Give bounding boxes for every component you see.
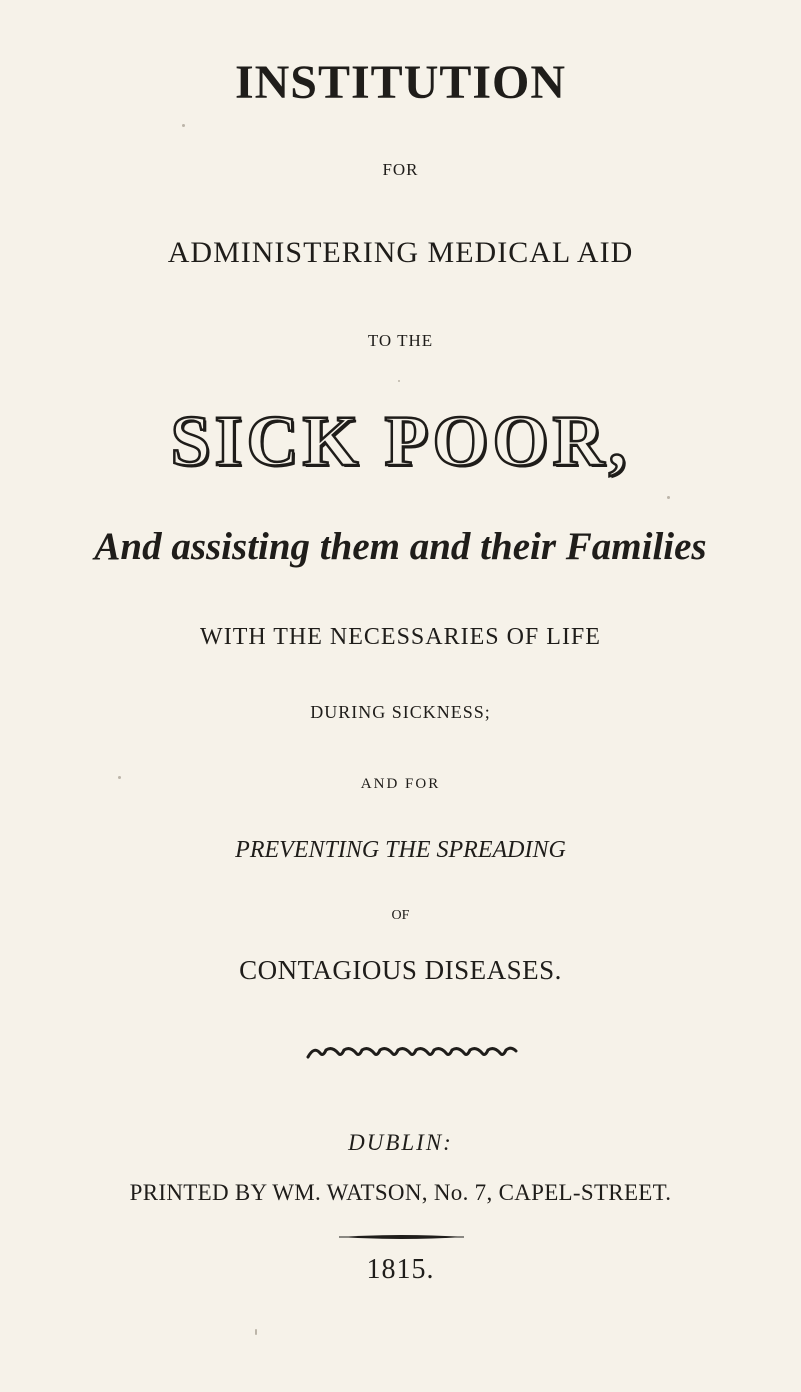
imprint-printer: PRINTED BY WM. WATSON, No. 7, CAPEL-STREET. <box>129 1180 672 1205</box>
paper-speck <box>398 380 400 382</box>
title-institution: INSTITUTION <box>234 56 567 109</box>
paper-speck <box>255 1329 257 1335</box>
paper-speck <box>667 496 670 499</box>
paper-speck <box>182 124 185 127</box>
subtitle-necessaries-of-life: WITH THE NECESSARIES OF LIFE <box>200 624 601 650</box>
paper-speck <box>118 776 121 779</box>
subtitle-of: OF <box>391 908 410 923</box>
title-to-the: TO THE <box>367 331 434 350</box>
title-sick-poor: SICK POOR, <box>170 401 631 481</box>
title-administering-medical-aid: ADMINISTERING MEDICAL AID <box>167 236 634 269</box>
subtitle-assisting-families: And assisting them and their Families <box>94 525 707 568</box>
imprint-year: 1815. <box>366 1254 435 1285</box>
subtitle-contagious-diseases: CONTAGIOUS DISEASES. <box>239 955 562 985</box>
subtitle-and-for: AND FOR <box>360 776 441 792</box>
subtitle-preventing-spreading: PREVENTING THE SPREADING <box>235 837 566 863</box>
wavy-ornament-rule-icon <box>306 1042 518 1064</box>
title-for: FOR <box>382 160 419 179</box>
subtitle-during-sickness: DURING SICKNESS; <box>310 702 491 722</box>
swelled-rule-icon <box>339 1234 464 1240</box>
imprint-place: DUBLIN: <box>348 1130 453 1155</box>
